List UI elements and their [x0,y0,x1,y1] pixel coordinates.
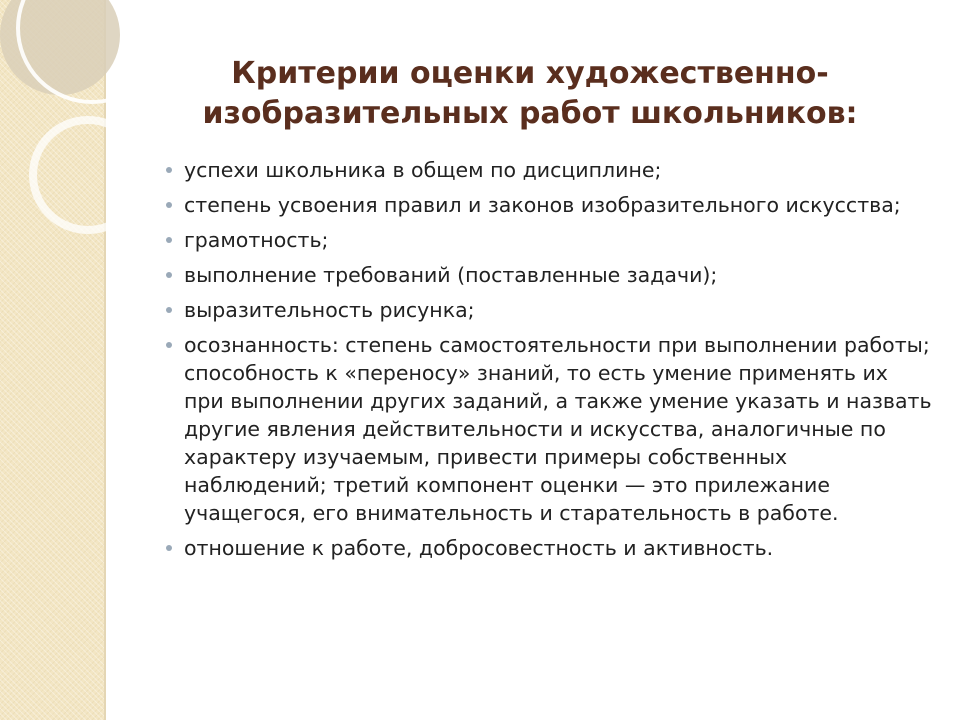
criteria-item [164,156,934,184]
criteria-text: отношение к работе, добросовестность и активность. [184,536,774,560]
decorative-circles [0,0,120,260]
bullet-dot-icon [166,167,172,173]
criteria-item [164,261,934,289]
criteria-text: грамотность; [184,228,329,252]
decorative-circle-ring-lower [33,120,120,230]
title-line-2: изобразительных работ школьников: [202,96,858,131]
criteria-item [164,296,934,324]
bullet-dot-icon [166,545,172,551]
criteria-list [164,156,934,569]
criteria-item [164,534,934,562]
bullet-dot-icon [166,342,172,348]
bullet-dot-icon [166,272,172,278]
slide-title [150,54,910,134]
criteria-text: выполнение требований (поставленные задачи); [184,263,718,287]
criteria-item [164,191,934,219]
bullet-dot-icon [166,202,172,208]
title-line-1: Критерии оценки художественно- [231,56,829,91]
bullet-dot-icon [166,307,172,313]
criteria-text: выразительность рисунка; [184,298,475,322]
bullet-dot-icon [166,237,172,243]
criteria-text: степень усвоения правил и законов изобразительного искусства; [184,193,901,217]
criteria-text: успехи школьника в общем по дисциплине; [184,158,662,182]
criteria-text: осознанность: степень самостоятельности при выполнении работы; способность к «переносу» знаний, то есть умение применять их при выполнении других заданий, а также умение указать и назвать другие явления действительности и искусства, аналогичные по характеру изучаемым, привести примеры собственных наблюдений; третий компонент оценки — это прилежание учащегося, его внимательность и старательность в работе. [184,333,932,525]
criteria-item [164,331,934,527]
criteria-item [164,226,934,254]
